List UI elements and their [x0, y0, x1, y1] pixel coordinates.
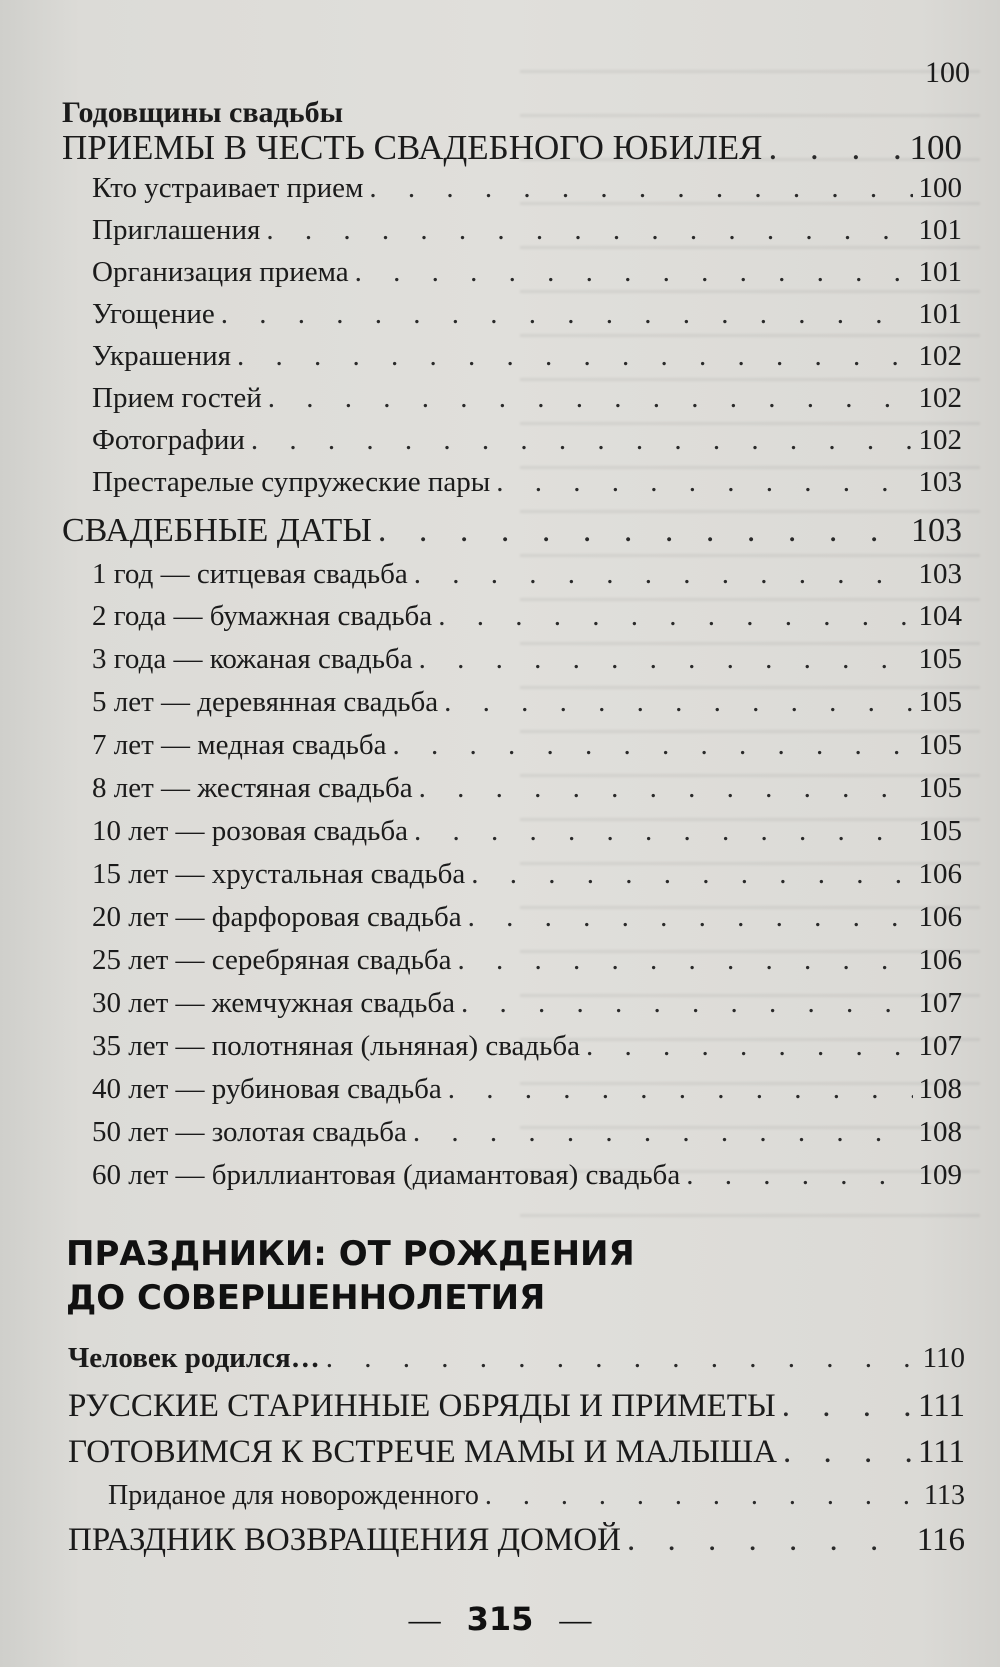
toc-entry-label: Годовщины свадьбы [62, 96, 344, 129]
toc-entry [92, 1030, 962, 1063]
leader-dots [378, 514, 905, 548]
toc-entry-label: Человек родился… [68, 1342, 320, 1374]
toc-entry-page: 101 [918, 214, 962, 246]
toc-entry [92, 466, 962, 499]
toc-entry [92, 382, 962, 415]
toc-entry-page: 101 [918, 298, 962, 330]
toc-entry-label: Организация приема [92, 256, 349, 288]
leader-dots [782, 1390, 912, 1423]
section-heading [66, 1232, 766, 1320]
leader-dots [485, 1482, 918, 1510]
leader-dots [414, 817, 913, 846]
toc-entry-page: 108 [918, 1116, 962, 1148]
toc-entry-page: 109 [918, 1159, 962, 1191]
toc-entry-label: РУССКИЕ СТАРИННЫЕ ОБРЯДЫ И ПРИМЕТЫ [68, 1388, 776, 1424]
toc-entry-label: 60 лет — бриллиантовая (диамантовая) свадьба [92, 1159, 681, 1191]
toc-entry-label: СВАДЕБНЫЕ ДАТЫ [62, 512, 372, 549]
toc-entry-page: 100 [925, 56, 970, 89]
toc-entry [92, 600, 962, 633]
leader-dots [444, 688, 912, 717]
toc-entry [92, 987, 962, 1020]
toc-entry-label: 1 год — ситцевая свадьба [92, 558, 408, 590]
toc-entry-label: 35 лет — полотняная (льняная) свадьба [92, 1030, 581, 1062]
toc-entry-page: 105 [918, 772, 962, 804]
toc-entry-label: 20 лет — фарфоровая свадьба [92, 901, 462, 933]
leader-dots [413, 1118, 913, 1147]
footer-dash-left: — [408, 1601, 441, 1637]
toc-entry-page: 104 [918, 600, 962, 632]
leader-dots [627, 1524, 911, 1557]
toc-entry-page: 103 [918, 558, 962, 590]
leader-dots [438, 602, 912, 631]
toc-entry-label: Прием гостей [92, 382, 262, 414]
toc-entry [92, 1073, 962, 1106]
leader-dots [414, 560, 913, 589]
leader-dots [326, 1344, 917, 1373]
toc-entry-label: ГОТОВИМСЯ К ВСТРЕЧЕ МАМЫ И МАЛЫША [68, 1434, 777, 1470]
toc-entry-label: 5 лет — деревянная свадьба [92, 686, 439, 718]
toc-entry-label: 7 лет — медная свадьба [92, 729, 387, 761]
toc-entry-label: 25 лет — серебряная свадьба [92, 944, 452, 976]
toc-entry [62, 128, 962, 168]
toc-entry-label: Фотографии [92, 424, 245, 456]
leader-dots [355, 258, 913, 287]
leader-dots [221, 300, 913, 329]
toc-entry [92, 686, 962, 719]
toc-entry-page: 102 [918, 340, 962, 372]
toc-entry-label: Престарелые супружеские пары [92, 466, 491, 498]
page-footer [0, 1600, 1000, 1638]
toc-entry-page: 100 [918, 172, 962, 204]
toc-entry-label: Украшения [92, 340, 232, 372]
toc-entry-page: 106 [918, 944, 962, 976]
toc-entry [68, 1434, 965, 1471]
leader-dots [768, 130, 903, 165]
toc-entry-label: 2 года — бумажная свадьба [92, 600, 433, 632]
toc-entry [92, 815, 962, 848]
leader-dots [496, 468, 912, 497]
toc-entry-label: 50 лет — золотая свадьба [92, 1116, 407, 1148]
toc-entry-page: 111 [917, 1388, 965, 1424]
toc-entry [92, 298, 962, 331]
leader-dots [369, 174, 912, 203]
toc-entry-label: 10 лет — розовая свадьба [92, 815, 408, 847]
toc-entry [92, 643, 962, 676]
toc-entry-page: 106 [918, 858, 962, 890]
toc-entry-page: 105 [918, 815, 962, 847]
toc-entry [92, 729, 962, 762]
leader-dots [448, 1075, 913, 1104]
toc-entry [92, 858, 962, 891]
toc-entry-page: 100 [909, 128, 962, 167]
toc-entry [68, 1522, 965, 1559]
toc-entry-page: 113 [924, 1480, 965, 1511]
toc-entry [92, 424, 962, 457]
toc-entry-page: 105 [918, 643, 962, 675]
leader-dots [686, 1161, 912, 1190]
toc-entry-page: 105 [918, 729, 962, 761]
toc-entry [68, 1388, 965, 1425]
toc-entry-page: 107 [918, 987, 962, 1019]
toc-entry [62, 512, 962, 550]
toc-entry-label: Приданое для новорожденного [108, 1480, 479, 1511]
toc-entry-label: ПРИЕМЫ В ЧЕСТЬ СВАДЕБНОГО ЮБИЛЕЯ [62, 128, 763, 167]
leader-dots [266, 216, 912, 245]
toc-entry-page: 105 [918, 686, 962, 718]
toc-entry-page: 111 [917, 1434, 965, 1470]
leader-dots [251, 426, 913, 455]
leader-dots [783, 1436, 912, 1469]
toc-entry-page: 101 [918, 256, 962, 288]
toc-entry-page: 110 [922, 1342, 965, 1374]
toc-entry-page: 106 [918, 901, 962, 933]
toc-entry [108, 1480, 965, 1512]
section-heading-line2: ДО СОВЕРШЕННОЛЕТИЯ [66, 1278, 546, 1318]
toc-entry-label: 3 года — кожаная свадьба [92, 643, 413, 675]
leader-dots [461, 989, 912, 1018]
toc-entry-label: ПРАЗДНИК ВОЗВРАЩЕНИЯ ДОМОЙ [68, 1522, 621, 1558]
page-number: 315 [466, 1600, 534, 1638]
leader-dots [468, 903, 913, 932]
toc-entry-page: 108 [918, 1073, 962, 1105]
toc-entry-label: 8 лет — жестяная свадьба [92, 772, 413, 804]
section-heading-line1: ПРАЗДНИКИ: ОТ РОЖДЕНИЯ [66, 1234, 635, 1274]
leader-dots [457, 946, 912, 975]
leader-dots [419, 645, 913, 674]
toc-entry-page: 102 [918, 382, 962, 414]
toc-entry-label: 15 лет — хрустальная свадьба [92, 858, 466, 890]
toc-entry [92, 1159, 962, 1192]
toc-entry-label: Приглашения [92, 214, 261, 246]
toc-entry [62, 96, 352, 130]
toc-entry [92, 340, 962, 373]
toc-entry-page: 116 [916, 1522, 965, 1558]
leader-dots [268, 384, 913, 413]
leader-dots [237, 342, 912, 371]
toc-entry-page: 103 [911, 512, 962, 549]
footer-dash-right: — [559, 1601, 592, 1637]
toc-entry [830, 56, 970, 90]
toc-entry-page: 107 [918, 1030, 962, 1062]
toc-entry-page: 103 [918, 466, 962, 498]
toc-entry [92, 944, 962, 977]
leader-dots [419, 774, 913, 803]
leader-dots [586, 1032, 912, 1061]
toc-entry-page: 102 [918, 424, 962, 456]
toc-entry [92, 901, 962, 934]
toc-entry [92, 772, 962, 805]
toc-entry [92, 214, 962, 247]
leader-dots [471, 860, 912, 889]
toc-entry-label: 30 лет — жемчужная свадьба [92, 987, 456, 1019]
toc-entry [92, 558, 962, 591]
toc-entry [92, 256, 962, 289]
leader-dots [393, 731, 913, 760]
toc-entry-label: Кто устраивает прием [92, 172, 364, 204]
toc-entry-label: 40 лет — рубиновая свадьба [92, 1073, 442, 1105]
toc-entry [92, 1116, 962, 1149]
toc-entry [92, 172, 962, 205]
toc-entry [68, 1342, 965, 1375]
toc-entry-label: Угощение [92, 298, 215, 330]
